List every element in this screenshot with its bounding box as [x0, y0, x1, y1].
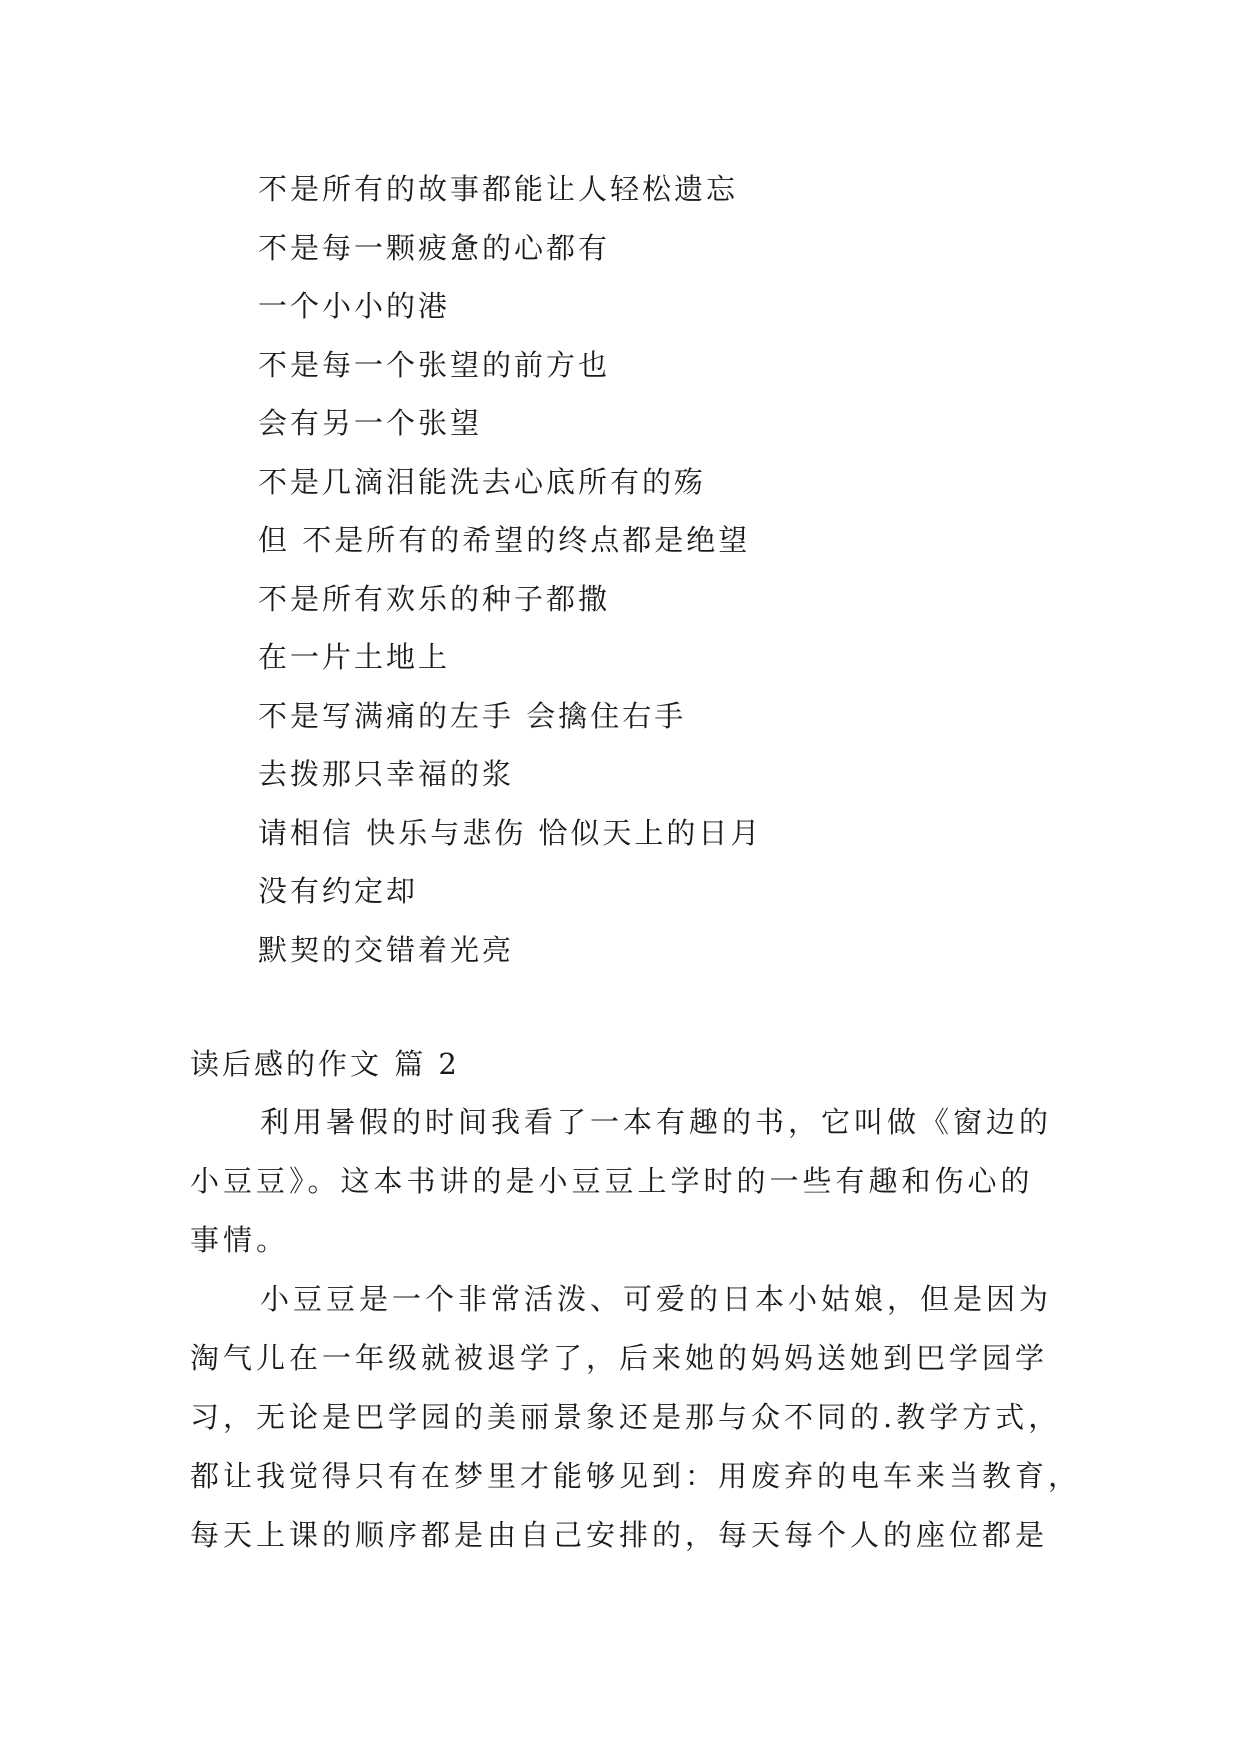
paragraph-line: 小豆豆》。这本书讲的是小豆豆上学时的一些有趣和伤心的 [190, 1164, 1034, 1198]
poem-line: 没有约定却 [258, 874, 419, 908]
essay-body [190, 1093, 1082, 1565]
paragraph [190, 1093, 1060, 1270]
poem-line: 请相信 快乐与悲伤 恰似天上的日月 [258, 815, 763, 850]
section-heading: 读后感的作文 篇 2 [190, 1047, 460, 1081]
poem-line: 不是每一颗疲惫的心都有 [258, 230, 611, 265]
poem-line: 一个小小的港 [258, 289, 451, 323]
paragraph-line: 小豆豆是一个非常活泼、可爱的日本小姑娘，但是因为 [260, 1282, 1053, 1316]
paragraph-line: 都让我觉得只有在梦里才能够见到：用废弃的电车来当教育， [190, 1459, 1082, 1493]
poem-line: 去拨那只幸福的浆 [258, 757, 515, 791]
poem-line: 不是几滴泪能洗去心底所有的殇 [258, 464, 707, 499]
poem-line: 不是所有欢乐的种子都撒 [258, 581, 611, 616]
poem-line: 但 不是所有的希望的终点都是绝望 [258, 523, 751, 557]
paragraph-line: 每天上课的顺序都是由自己安排的，每天每个人的座位都是 [190, 1518, 1049, 1552]
poem [258, 160, 762, 979]
poem-line: 在一片土地上 [258, 640, 451, 674]
paragraph-line: 习，无论是巴学园的美丽景象还是那与众不同的.教学方式， [190, 1400, 1062, 1434]
poem-line: 不是所有的故事都能让人轻松遗忘 [258, 172, 739, 206]
poem-line: 不是每一个张望的前方也 [258, 347, 611, 382]
poem-line: 会有另一个张望 [258, 406, 483, 440]
paragraph-line: 淘气儿在一年级就被退学了，后来她的妈妈送她到巴学园学 [190, 1341, 1049, 1375]
paragraph [190, 1270, 1082, 1565]
paragraph-line: 利用暑假的时间我看了一本有趣的书，它叫做《窗边的 [260, 1105, 1053, 1139]
poem-line: 默契的交错着光亮 [258, 932, 515, 967]
paragraph-line: 事情。 [190, 1223, 290, 1257]
poem-line: 不是写满痛的左手 会擒住右手 [258, 698, 687, 733]
